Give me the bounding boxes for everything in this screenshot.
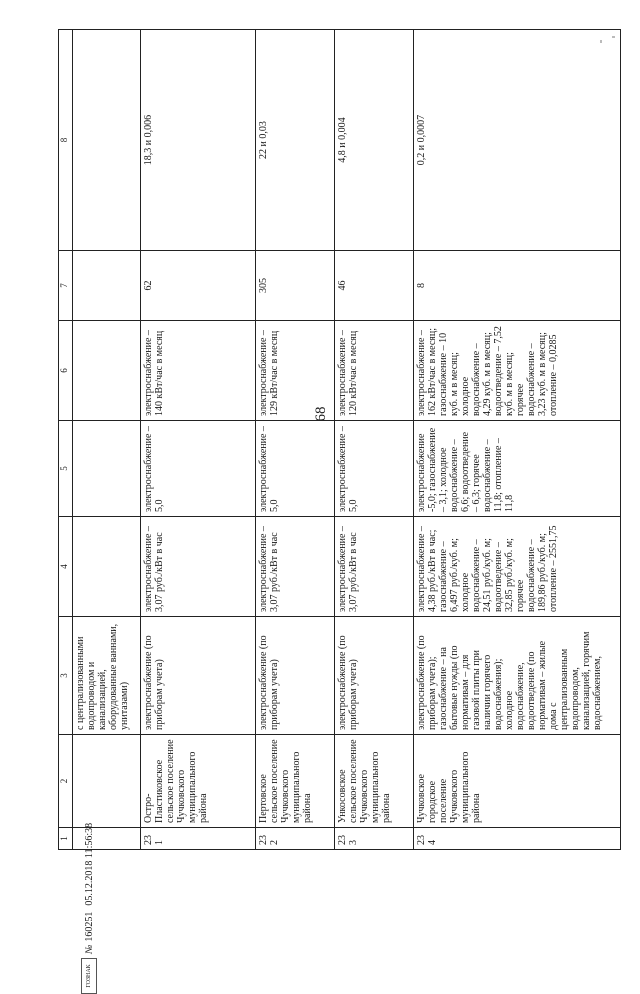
row-number: 233: [335, 828, 414, 850]
tariff: электроснабжение – 3,07 руб./кВт в час: [256, 517, 335, 617]
count-value: 62: [141, 251, 256, 321]
rate-value: электроснабжение – 5,0: [256, 421, 335, 517]
column-number: 7: [59, 251, 73, 321]
consumption-norm: электроснабжение – 120 кВт/час в месяц: [335, 321, 414, 421]
gosznak-stamp: ГОЗНАК: [81, 958, 97, 994]
row-number: 232: [256, 828, 335, 850]
rate-value: электроснабжение – 5,0: [141, 421, 256, 517]
settlement-name: Чучковское городское поселение Чучковского муниципального района: [414, 735, 621, 828]
amount-value: 18,3 и 0,006: [141, 30, 256, 251]
amount-value: 22 и 0,03: [256, 30, 335, 251]
service-basis: электроснабжение (по приборам учета): [141, 617, 256, 735]
amount-value: 4,8 и 0,004: [335, 30, 414, 251]
document-table-container: [58, 30, 621, 850]
column-number: 4: [59, 517, 73, 617]
column-number: 6: [59, 321, 73, 421]
document-footer: [80, 709, 98, 994]
table-cell: [73, 517, 141, 617]
count-value: 46: [335, 251, 414, 321]
count-value: 8: [414, 251, 621, 321]
consumption-norm: электроснабжение – 129 кВт/час в месяц: [256, 321, 335, 421]
column-number: 3: [59, 617, 73, 735]
table-row: [256, 30, 335, 850]
row-number: 234: [414, 828, 621, 850]
service-basis: электроснабжение (по приборам учета); газоснабжение – на бытовые нужды (по нормативам – для газовой плиты при наличии горячего водоснабжения); холодное водоснабжение, водоотведение (по нормативам – жилые дома с централизованным водопроводом, канализацией, горячим водоснабжением,: [414, 617, 621, 735]
table-cell: [73, 30, 141, 251]
column-number: 1: [59, 828, 73, 850]
print-timestamp: 05.12.2018 11:56:38: [83, 822, 95, 906]
tariff: электроснабжение – 4,38 руб./кВт в час; газоснабжение – 6,497 руб./куб. м; холодное водоснабжение – 24,51 руб./куб. м; водоотведение – 32,85 руб./куб. м; горячее водоснабжение – 189,86 руб./куб. м; отопление – 2551,75: [414, 517, 621, 617]
count-value: 305: [256, 251, 335, 321]
consumption-norm: электроснабжение – 140 кВт/час в месяц: [141, 321, 256, 421]
document-table: [58, 29, 621, 850]
column-number: 2: [59, 735, 73, 828]
table-cell: [73, 421, 141, 517]
tariff: электроснабжение – 3,07 руб./кВт в час: [335, 517, 414, 617]
row-number: 231: [141, 828, 256, 850]
number-sign: №: [83, 944, 95, 954]
column-number-row: [59, 30, 73, 850]
table-row: [335, 30, 414, 850]
service-basis: электроснабжение (по приборам учета): [335, 617, 414, 735]
column-number: 5: [59, 421, 73, 517]
settlement-name: Пертовское сельское поселение Чучковского муниципального района: [256, 735, 335, 828]
table-cell: [73, 251, 141, 321]
rate-value: электроснабжение – 5,0: [335, 421, 414, 517]
tariff: электроснабжение – 3,07 руб./кВт в час: [141, 517, 256, 617]
page-number: 68: [312, 406, 329, 422]
settlement-name: Ункосовское сельское поселение Чучковского муниципального района: [335, 735, 414, 828]
table-cell: [73, 321, 141, 421]
serial-number: 160251: [83, 911, 95, 942]
table-row: [141, 30, 256, 850]
rate-value: электроснабжение -5,0; газоснабжение – 3,1; холодное водоснабжение – 6,6; водоотведение – 6,3; горячее водоснабжение – 11,8; отопление – 11,8: [414, 421, 621, 517]
service-basis: электроснабжение (по приборам учета): [256, 617, 335, 735]
table-cell: с централизованными водопроводом и канализацией, оборудованные ваннами, унитазами): [73, 617, 141, 735]
column-number: 8: [59, 30, 73, 251]
amount-value: 0,2 и 0,0007: [414, 30, 621, 251]
consumption-norm: электроснабжение – 162 кВт/час в месяц; газоснабжение – 10 куб. м в месяц; холодное водоснабжение – 4,29 куб. м в месяц; водоотведение – 7,52 куб. м в месяц; горячее водоснабжение – 3,23 куб. м в месяц; отопление – 0,0285: [414, 321, 621, 421]
settlement-name: Остро-Пластиковское сельское поселение Чучковского муниципального района: [141, 735, 256, 828]
table-row: [414, 30, 621, 850]
